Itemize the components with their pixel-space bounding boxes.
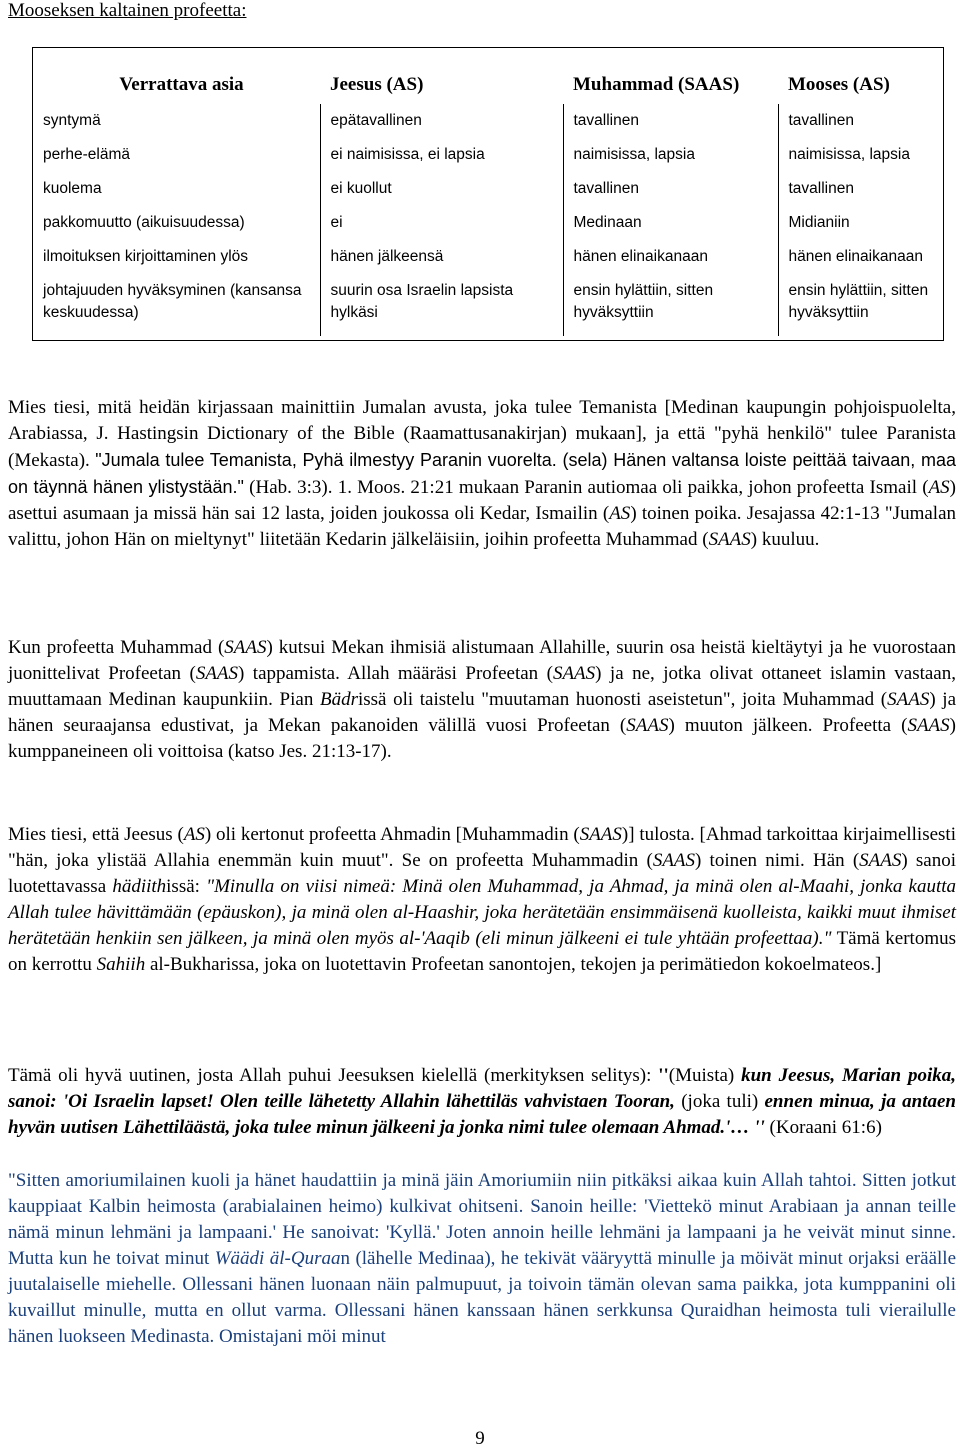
table-cell: pakkomuutto (aikuisuudessa) [43, 214, 245, 231]
table-cell: tavallinen [563, 172, 778, 206]
paragraph-salman-story: "Sitten amoriumilainen kuoli ja hänet haudattiin ja minä jäin Amoriumiin niin pitkäksi aikaa kuin Allah tahtoi. Sitten jotkut kauppiaat Kalbin heimosta (arabialainen heimo) kulkivat ohitseni. Sanoin heille: 'Viettekö minut Arabiaan ja annan teille nämä minun lehmäni ja lampaani.' He sanoivat: 'Kyllä.' Joten annoin heille lehmäni ja lampaani ja he veivät minut sinne. Mutta kun he toivat minut Wäädi äl-Quraan (lähelle Medinaa), he tekivät vääryyttä minulle ja möivät minut orjaksi eräälle juutalaiselle miehelle. Ollessani hänen luonaan näin palmupuut, ja toivoin tämän olevan sama paikka, jota kumppanini oli kuvaillut minulle, mutta en ollut varma. Ollessani hänen kanssaan hänen serkkunsa Quraidhan heimosta tuli vierailulle hänen luokseen Medinasta. Omistajani möi minut [8, 1170, 956, 1347]
table-header: Jeesus (AS) [330, 74, 424, 95]
page-heading: Mooseksen kaltainen profeetta: [8, 0, 247, 21]
table-row [33, 138, 943, 172]
table-row [33, 206, 943, 240]
table-cell: ei [320, 206, 563, 240]
quran-quote: kun Jeesus, Marian poika, sanoi: 'Oi Israelin lapset! Olen teille lähetetty Allahin lähettiläs vahvistaen Tooran, [8, 1065, 956, 1112]
table-header-row [33, 66, 943, 104]
table-cell: Midianiin [788, 214, 850, 231]
table-cell: ilmoituksen kirjoittaminen ylös [43, 248, 249, 265]
table-cell: suurin osa Israelin lapsista hylkäsi [320, 274, 563, 336]
comparison-table [32, 47, 944, 341]
table-row [33, 240, 943, 274]
table-cell: johtajuuden hyväksyminen (kansansa keskuudessa) [43, 282, 302, 321]
quran-quote: ennen minua, ja antaen hyvän uutisen Lähettiläästä, joka tulee minun jälkeeni ja jonka nimi tulee olemaan Ahmad.'… '' [8, 1091, 957, 1138]
table-cell: naimisissa, lapsia [563, 138, 778, 172]
table-cell: tavallinen [788, 112, 854, 129]
table-row [33, 104, 943, 138]
paragraph-badr: Kun profeetta Muhammad (SAAS) kutsui Mekan ihmisiä alistumaan Allahille, suurin osa heistä kieltäytyi ja he vuorostaan juonittelivat Profeetan (SAAS) tappamista. Allah määräsi Profeetan (SAAS) ja ne, jotka olivat ottaneet islamin vastaan, muuttamaan Medinan kaupunkiin. Pian Bädrissä oli taistelu "muutaman huonosti aseistetun", joita Muhammad (SAAS) ja hänen seuraajansa edustivat, ja Mekan pakanoiden välillä vuosi Profeetan (SAAS) muuton jälkeen. Profeetta (SAAS) kumppaneineen oli voittoisa (katso Jes. 21:13-17). [8, 637, 957, 762]
paragraph-ahmad: Mies tiesi, että Jeesus (AS) oli kertonut profeetta Ahmadin [Muhammadin (SAAS)] tulosta. [Ahmad tarkoittaa kirjaimellisesti "hän, joka ylistää Allahia enemmän kuin muut". Se on profeetta Muhammadin (SAAS) toinen nimi. Hän (SAAS) sanoi luotettavassa hädiithissä: "Minulla on viisi nimeä: Minä olen Muhammad, ja Ahmad, ja minä olen al-Maahi, jonka kautta Allah tulee hävittämään (epäuskon), ja minä olen al-Haashir, joka herätetään ensimmäisenä kuolleista, kaikki muut ihmiset herätetään henkiin sen jälkeen, ja minä olen myös al-'Aaqib (eli minun jälkeeni ei tule yhtään profeettaa)." Tämä kertomus on kerrottu Sahiih al-Bukharissa, joka on luotettavin Profeetan sanontojen, tekojen ja perimätiedon kokoelmateos.] [8, 824, 957, 975]
paragraph-hab-prophecy: Mies tiesi, mitä heidän kirjassaan mainittiin Jumalan avusta, joka tulee Temanista [Medinan kaupungin pohjoispuolelta, Arabiassa, J. Hastingsin Dictionary of the Bible (Raamattusanakirjan) mukaan], ja että "pyhä henkilö" tulee Paranista (Mekasta). "Jumala tulee Temanista, Pyhä ilmestyy Paranin vuorelta. (sela) Hänen valtansa loiste peittää taivaan, maa on täynnä hänen ylistystään." (Hab. 3:3). 1. Moos. 21:21 mukaan Paranin autiomaa oli paikka, johon profeetta Ismail (AS) asettui asumaan ja missä hän sai 12 lasta, joiden joukossa oli Kedar, Ismailin (AS) toinen poika. Jesajassa 42:1-13 "Jumalan valittu, johon Hän on mieltynyt" liitetään Kedarin jälkeläisiin, joihin profeetta Muhammad (SAAS) kuuluu. [8, 397, 957, 550]
hadith-quote: "Minulla on viisi nimeä: Minä olen Muhammad, ja Ahmad, ja minä olen al-Maahi, jonka kautta Allah tulee hävittämään (epäuskon), ja minä olen al-Haashir, joka herätetään ensimmäisenä kuolleista, kaikki muut ihmiset herätetään henkiin sen jälkeen, ja minä olen myös al-'Aaqib (eli minun jälkeeni ei tule yhtään profeettaa)." [8, 876, 957, 949]
page-number: 9 [475, 1428, 485, 1449]
table-cell: Medinaan [563, 206, 778, 240]
table-cell: perhe-elämä [43, 146, 131, 163]
table-cell: hänen elinaikanaan [563, 240, 778, 274]
table-cell: naimisissa, lapsia [788, 146, 910, 163]
table-cell: ensin hylättiin, sitten hyväksyttiin [788, 282, 929, 321]
table-cell: kuolema [43, 180, 102, 197]
table-cell: ensin hylättiin, sitten hyväksyttiin [563, 274, 778, 336]
table-cell: tavallinen [563, 104, 778, 138]
quote-habakkuk: "Jumala tulee Temanista, Pyhä ilmestyy Paranin vuorelta. (sela) Hänen valtansa loiste peittää taivaan, maa on täynnä hänen ylistystään." [8, 450, 956, 497]
table-cell: ei naimisissa, ei lapsia [320, 138, 563, 172]
table-header: Muhammad (SAAS) [573, 74, 740, 95]
table-cell: syntymä [43, 112, 101, 129]
table-cell: tavallinen [788, 180, 854, 197]
table-cell: hänen jälkeensä [320, 240, 563, 274]
table-cell: ei kuollut [320, 172, 563, 206]
table-header: Verrattava asia [119, 74, 244, 95]
table-cell: epätavallinen [320, 104, 563, 138]
table-cell: hänen elinaikanaan [788, 248, 923, 265]
paragraph-quran-61-6: Tämä oli hyvä uutinen, josta Allah puhui Jeesuksen kielellä (merkityksen selitys): ''(Muista) kun Jeesus, Marian poika, sanoi: 'Oi Israelin lapset! Olen teille lähetetty Allahin lähettiläs vahvistaen Tooran, (joka tuli) ennen minua, ja antaen hyvän uutisen Lähettiläästä, joka tulee minun jälkeeni ja jonka nimi tulee olemaan Ahmad.'… '' (Koraani 61:6) [8, 1065, 957, 1138]
table-header: Mooses (AS) [788, 74, 890, 95]
table-row [33, 172, 943, 206]
table-row [33, 274, 943, 336]
